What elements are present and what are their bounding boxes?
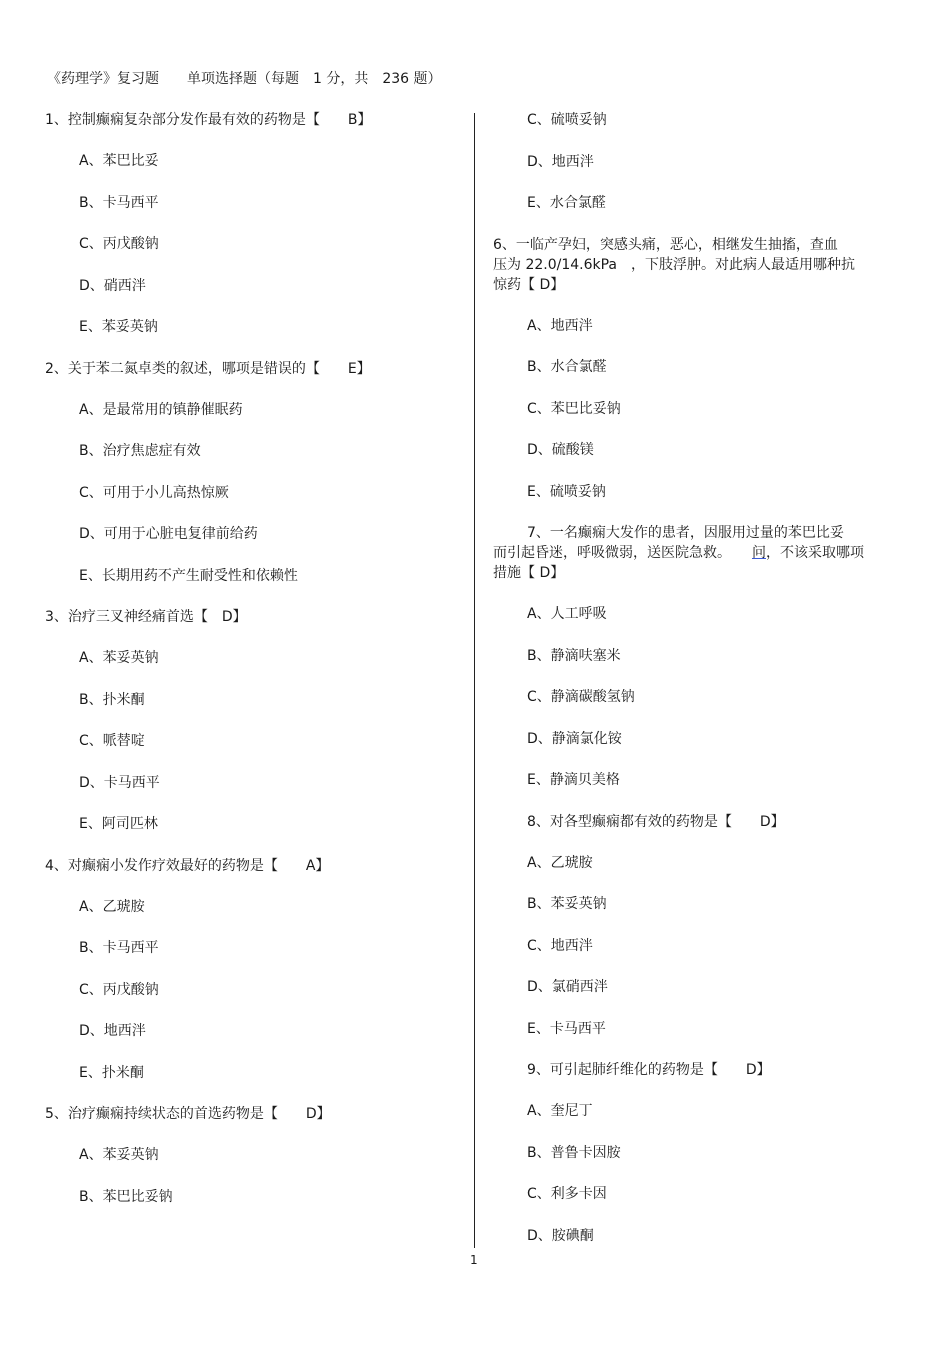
question-line: 措施【 D】: [493, 565, 565, 581]
question-line: 压为 22.0/14.6kPa ，下肢浮肿。对此病人最适用哪种抗: [493, 256, 856, 273]
left-column: [45, 110, 455, 1228]
option: A、地西泮: [527, 317, 593, 334]
option: B、普鲁卡因胺: [527, 1144, 621, 1161]
question-text: 8、对各型癫痫都有效的药物是【 D】: [527, 813, 785, 830]
question-block-1: [45, 110, 455, 359]
option: D、可用于心脏电复律前给药: [79, 526, 258, 542]
option: A、苯妥英钠: [79, 1147, 159, 1163]
option: C、哌替啶: [79, 733, 145, 749]
option: E、阿司匹林: [79, 816, 158, 832]
page-number: 1: [470, 1253, 478, 1267]
option: C、静滴碳酸氢钠: [527, 689, 635, 705]
option: D、卡马西平: [79, 774, 160, 791]
question-text: 1、控制癫痫复杂部分发作最有效的药物是【 B】: [45, 112, 372, 128]
option: D、氯硝西泮: [527, 979, 608, 995]
option: E、长期用药不产生耐受性和依赖性: [79, 567, 298, 584]
option: C、硫喷妥钠: [527, 112, 607, 128]
question-fragment: ，不该采取哪项: [766, 545, 864, 561]
option: A、乙琥胺: [79, 898, 145, 915]
question-line: 惊药【 D】: [493, 276, 565, 293]
question-text: [493, 235, 898, 316]
option: B、卡马西平: [79, 194, 159, 211]
question-block-9: [493, 1060, 898, 1267]
question-block-5: [45, 1104, 455, 1228]
option: A、苯巴比妥: [79, 153, 159, 169]
option: E、水合氯醛: [527, 195, 606, 211]
option: C、丙戊酸钠: [79, 236, 159, 252]
question-text: 9、可引起肺纤维化的药物是【 D】: [527, 1062, 771, 1078]
option: B、水合氯醛: [527, 359, 607, 375]
option: B、治疗焦虑症有效: [79, 443, 201, 459]
right-column: [493, 110, 898, 1267]
question-block-7: [493, 523, 898, 812]
question-text: 2、关于苯二氮卓类的叙述，哪项是错误的【 E】: [45, 360, 371, 377]
option: E、静滴贝美格: [527, 772, 620, 788]
option: A、是最常用的镇静催眠药: [79, 401, 243, 418]
question-block-5-continued: [493, 110, 898, 235]
question-fragment: 而引起昏迷，呼吸微弱，送医院急救。: [493, 545, 752, 561]
option: B、苯妥英钠: [527, 896, 607, 912]
column-divider: [474, 113, 475, 1248]
question-line: [493, 543, 898, 563]
option: B、卡马西平: [79, 940, 159, 956]
question-text: 4、对癫痫小发作疗效最好的药物是【 A】: [45, 857, 330, 874]
question-block-3: [45, 607, 455, 856]
annotated-word: 问: [752, 545, 766, 561]
option: D、静滴氯化铵: [527, 730, 622, 747]
option: A、人工呼吸: [527, 606, 607, 622]
option: C、丙戊酸钠: [79, 981, 159, 998]
question-block-4: [45, 856, 455, 1105]
option: C、苯巴比妥钠: [527, 400, 621, 417]
option: E、卡马西平: [527, 1020, 606, 1037]
option: B、静滴呋塞米: [527, 647, 621, 664]
question-text: [493, 523, 898, 604]
option: E、硫喷妥钠: [527, 483, 606, 500]
option: A、乙琥胺: [527, 854, 593, 871]
option: D、硝西泮: [79, 277, 146, 294]
question-line: 7、一名癫痫大发作的患者，因服用过量的苯巴比妥: [527, 525, 844, 541]
option: E、扑米酮: [79, 1064, 144, 1081]
option: C、利多卡因: [527, 1186, 607, 1202]
option: B、苯巴比妥钠: [79, 1188, 173, 1205]
option: B、扑米酮: [79, 691, 145, 708]
page-header: 《药理学》复习题 单项选择题（每题 1 分，共 236 题）: [47, 71, 442, 87]
question-block-8: [493, 812, 898, 1061]
option: C、可用于小儿高热惊厥: [79, 484, 229, 501]
option: D、胺碘酮: [527, 1227, 594, 1244]
question-line: 6、一临产孕妇，突感头痛，恶心，相继发生抽搐，查血: [493, 236, 838, 253]
question-block-6: [493, 235, 898, 524]
option: A、苯妥英钠: [79, 650, 159, 666]
option: D、地西泮: [527, 153, 594, 170]
option: C、地西泮: [527, 937, 593, 954]
question-block-2: [45, 359, 455, 608]
option: D、地西泮: [79, 1023, 146, 1039]
question-text: 5、治疗癫痫持续状态的首选药物是【 D】: [45, 1106, 331, 1122]
question-text: 3、治疗三叉神经痛首选【 D】: [45, 609, 247, 625]
option: E、苯妥英钠: [79, 319, 158, 335]
option: D、硫酸镁: [527, 442, 594, 458]
option: A、奎尼丁: [527, 1103, 593, 1119]
